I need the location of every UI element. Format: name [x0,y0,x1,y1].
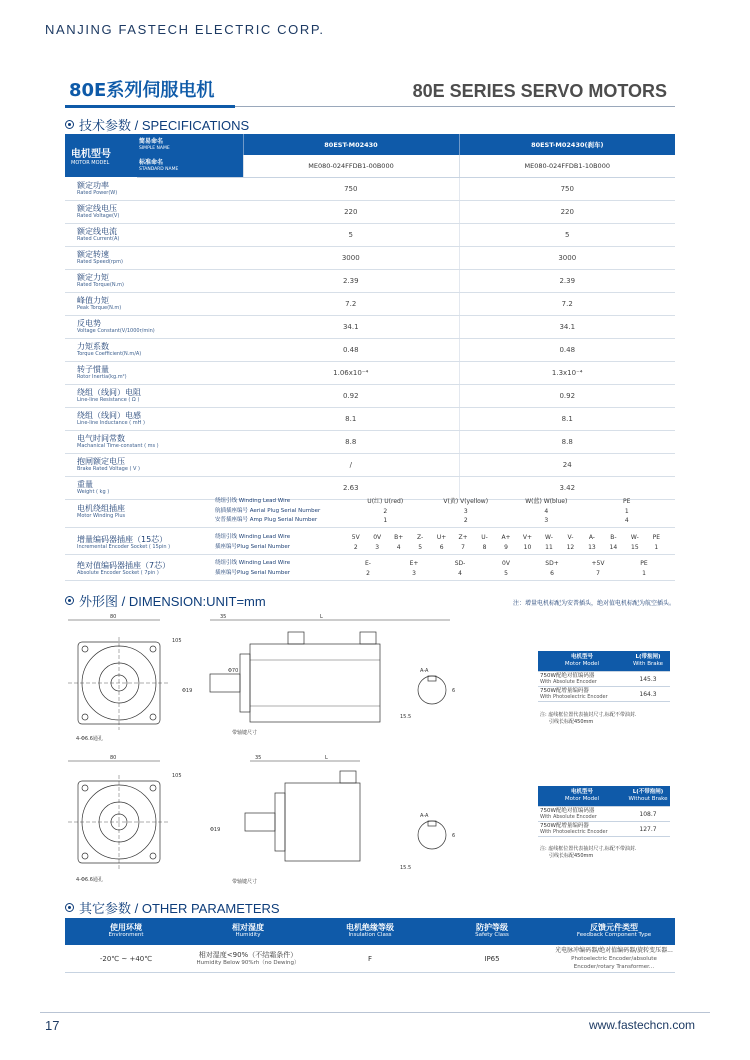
spec-value-1: 750 [243,177,459,200]
spec-section-title: 技术参数 / SPECIFICATIONS [79,118,250,133]
plug-col: A- 13 [588,534,596,551]
spec-value-2: 2.39 [459,269,675,292]
other-section-title: 其它参数 / OTHER PARAMETERS [79,901,280,916]
standard-name-header: 标准命名 STANDARD NAME [137,155,243,177]
plug-col: U- 8 [481,534,488,551]
spec-label: 电气时间常数 Machanical Time-constant ( ms ) [65,430,243,453]
spec-value-1: 34.1 [243,315,459,338]
spec-label: 额定线电压 Rated Voltage(V) [65,200,243,223]
spec-label: 额定转速 Rated Speed(rpm) [65,246,243,269]
spec-label: 额定线电流 Rated Current(A) [65,223,243,246]
absolute-socket-cols [345,559,667,578]
page-number: 17 [45,1018,60,1033]
spec-value-1: 3000 [243,246,459,269]
lt1-h1-en: Motor Model [564,661,600,667]
lt1-h1: 电机型号 [570,654,593,660]
table-row [65,430,675,453]
shaft-diameter: Φ19 [210,827,221,833]
plug-desc: 航插插座编号 Aerial Plug Serial Number [215,507,321,514]
spec-value-2: 0.48 [459,338,675,361]
table-row [65,246,675,269]
company-name: NANJING FASTECH ELECTRIC CORP. [45,22,325,37]
spec-value-1: / [243,453,459,476]
plug-col: Z- 5 [417,534,424,551]
spec-value-2: 0.92 [459,384,675,407]
spec-value-1: 1.06x10⁻⁴ [243,361,459,384]
bullet-circle-icon [65,596,74,605]
dimension-note: 注：增量电机标配为安普插头，绝对值电机标配为航空插头。 [512,600,675,607]
length-table-brake [538,651,670,702]
winding-plug-label-en: Motor Winding Plus [77,513,126,519]
incremental-socket-row [65,531,675,555]
spec-value-1: 2.39 [243,269,459,292]
footer-rule [40,1012,710,1013]
dimension-section-heading [65,591,266,610]
spec-value-2: 1.3x10⁻⁴ [459,361,675,384]
plug-col: V(黄) V(yellow) 3 2 [443,498,489,524]
plug-col: B- 14 [609,534,618,551]
table-row: 750W配增量编码器 With Photoelectric Encoder 127.7 [538,822,670,837]
spec-label: 重量 Weight ( kg ) [65,476,243,499]
spec-value-2: 220 [459,200,675,223]
key-height: 6 [452,833,456,839]
motor-model-header: 电机型号 MOTOR MODEL [65,134,137,177]
plug-col: U(红) U(red) 2 1 [367,498,404,524]
plug-col: PE 1 4 [623,498,631,524]
plug-desc: 绕组引线 Winding Lead Wire [215,534,291,540]
bullet-circle-icon [65,903,74,912]
plug-col: PE 1 [640,560,648,577]
plug-col: Z+ 7 [458,534,468,551]
hole-label: 4-Φ6.6通孔 [76,877,103,883]
lt1-h2: L(带抱闸) [635,654,661,660]
plug-col: SD- 4 [454,560,466,577]
table-row [65,200,675,223]
lt2-h2-en: Without Brake [628,796,668,802]
plug-desc: 安普插座编号 Amp Plug Serial Number [215,517,318,523]
plug-col: 0V 5 [502,560,510,577]
spec-value-2: 750 [459,177,675,200]
spec-label: 转子惯量 Rotor Inertia(kg.m²) [65,361,243,384]
plug-col: SD+ 6 [545,560,559,577]
spec-header-row-standard [65,155,675,177]
spec-value-1: 0.92 [243,384,459,407]
spec-value-2: 8.1 [459,407,675,430]
spec-value-2: 5 [459,223,675,246]
winding-plug-label: 电机绕组插座 [77,504,125,513]
bullet-circle-icon [65,120,74,129]
spec-value-2: 8.8 [459,430,675,453]
spec-label: 反电势 Voltage Constant(V/1000r/min) [65,315,243,338]
lt1-h2-en: With Brake [632,661,663,667]
spec-value-2: 7.2 [459,292,675,315]
table-row [65,223,675,246]
plug-desc: 绕组引线 Winding Lead Wire [215,560,291,566]
plug-desc: 插座编号Plug Serial Number [215,543,290,550]
absolute-socket-label: 绝对值编码器插座（7芯） [77,561,171,570]
spec-value-2: 34.1 [459,315,675,338]
dim-80: 80 [110,755,117,761]
key-width: 15.5 [400,714,412,720]
table-row [65,292,675,315]
table-row [65,361,675,384]
plug-col: U+ 6 [436,534,447,551]
spec-value-1: 7.2 [243,292,459,315]
plug-col: B+ 4 [394,534,404,551]
plug-col: E+ 3 [409,560,419,577]
model-2-standard: ME080-024FFDB1-10B000 [459,155,675,177]
spec-label: 绕组（线间）电感 Line-line Inductance ( mH ) [65,407,243,430]
spec-section-heading [65,115,249,134]
winding-plug-cols [345,497,667,526]
spec-label: 额定力矩 Rated Torque(N.m) [65,269,243,292]
title-bar [65,76,675,106]
incremental-socket-label-en: Incremental Encoder Socket ( 15pin ) [77,544,171,550]
spec-value-1: 2.63 [243,476,459,499]
plug-col: W(蓝) W(blue) 4 3 [525,498,568,524]
lt2-h1-en: Motor Model [564,796,600,802]
website-link[interactable]: www.fastechcn.com [588,1018,695,1032]
spec-value-2: 3000 [459,246,675,269]
table-row: 750W配绝对值编码器 With Absolute Encoder 145.3 [538,672,670,687]
plug-col: V+ 10 [522,534,533,551]
spec-value-1: 220 [243,200,459,223]
dimension-drawing-nobrake [60,755,540,895]
winding-plug-row [65,496,675,528]
spec-table [65,134,675,500]
spec-value-1: 5 [243,223,459,246]
title-cn: 80E系列伺服电机 [69,80,215,101]
plug-col: W- 11 [545,534,553,551]
model-2-simple: 80EST-M02430(刹车) [459,134,675,155]
table-row: 750W配增量编码器 With Photoelectric Encoder 164.3 [538,687,670,702]
table-row [65,338,675,361]
absolute-socket-row [65,557,675,581]
other-params-header: 使用环境 Environment 相对湿度 Humidity 电机绝缘等级 Insulation Class 防护等级 Safety Class 反馈元件类型 Feedback Component Type [65,918,675,945]
other-params-table [65,918,675,973]
plug-col: E- 2 [365,560,371,577]
dim-105: 105 [172,773,182,779]
length-note-nobrake: 注: 虚线框位置代表抽封尺寸,标配不带油封. 引线长标配450mm [540,846,637,859]
plug-col: PE 1 [652,534,660,551]
spec-label: 额定功率 Rated Power(W) [65,177,243,200]
table-row [65,315,675,338]
incremental-socket-cols [345,533,667,552]
key-height: 6 [452,688,456,694]
spec-value-1: 8.8 [243,430,459,453]
plug-col: +5V 7 [591,560,605,577]
absolute-socket-label-en: Absolute Encoder Socket ( 7pin ) [77,570,159,576]
table-row [65,269,675,292]
spec-header-row-simple [65,134,675,155]
model-1-simple: 80EST-M02430 [243,134,459,155]
table-row: 750W配绝对值编码器 With Absolute Encoder 108.7 [538,807,670,822]
incremental-socket-descs [215,533,290,552]
plug-col: A+ 9 [501,534,511,551]
dimension-section-title: 外形图 / DIMENSION:UNIT=mm [79,594,266,609]
title-underline [65,105,235,108]
length-note-brake: 注: 虚线框位置代表抽封尺寸,标配不带油封. 引线长标配450mm [540,712,637,725]
spec-label: 抱闸额定电压 Brake Rated Voltage ( V ) [65,453,243,476]
simple-name-header: 简易命名 SIMPLE NAME [137,134,243,155]
spec-value-2: 3.42 [459,476,675,499]
spec-value-1: 8.1 [243,407,459,430]
section-aa: A-A [420,668,429,674]
length-table-nobrake [538,786,670,837]
shaft-diameter: Φ19 [182,688,193,694]
table-row [65,177,675,200]
table-row [65,384,675,407]
dimension-drawing-brake [60,612,540,757]
other-section-heading [65,898,280,917]
incremental-socket-label: 增量编码器插座（15芯） [77,535,168,544]
spec-label: 峰值力矩 Peak Torque(N.m) [65,292,243,315]
model-1-standard: ME080-024FFDB1-00B000 [243,155,459,177]
dim-35: 35 [220,614,227,620]
plug-col: V- 12 [566,534,575,551]
dim-35: 35 [255,755,262,761]
title-rule [235,106,675,107]
absolute-socket-descs [215,559,290,578]
dim-105: 105 [172,638,182,644]
plug-col: W- 15 [630,534,639,551]
pilot-diameter: Φ70 [228,668,239,674]
plug-col: 0V 3 [373,534,382,551]
table-row [65,453,675,476]
plug-desc: 绕组引线 Winding Lead Wire [215,498,291,504]
table-row [65,407,675,430]
other-params-values: -20℃ ~ +40℃ 相对湿度<90%（不结霜条件） Humidity Below 90%rh（no Dewing） F IP65 光电脉冲编码器/绝对值编码器/旋转变压器... Photoelectric Encoder/absolute Encoder/rotary Transformer... [65,945,675,973]
key-size-label: 带轴键尺寸 [232,879,258,885]
spec-value-2: 24 [459,453,675,476]
key-size-label: 带轴键尺寸 [232,730,258,736]
plug-desc: 插座编号Plug Serial Number [215,569,290,576]
dim-L: L [320,614,323,620]
dim-80: 80 [110,614,117,620]
lt2-h2: L(不带抱闸) [632,789,664,795]
key-width: 15.5 [400,865,412,871]
hole-label: 4-Φ6.6通孔 [76,736,103,742]
section-aa: A-A [420,813,429,819]
spec-label: 绕组（线间）电阻 Line-line Resistance ( Ω ) [65,384,243,407]
title-en: 80E SERIES SERVO MOTORS [412,81,667,101]
spec-label: 力矩系数 Torque Coefficient(N.m/A) [65,338,243,361]
lt2-h1: 电机型号 [570,789,593,795]
plug-col: 5V 2 [351,534,360,551]
spec-value-1: 0.48 [243,338,459,361]
winding-plug-descs [215,497,320,526]
dim-L: L [325,755,328,761]
